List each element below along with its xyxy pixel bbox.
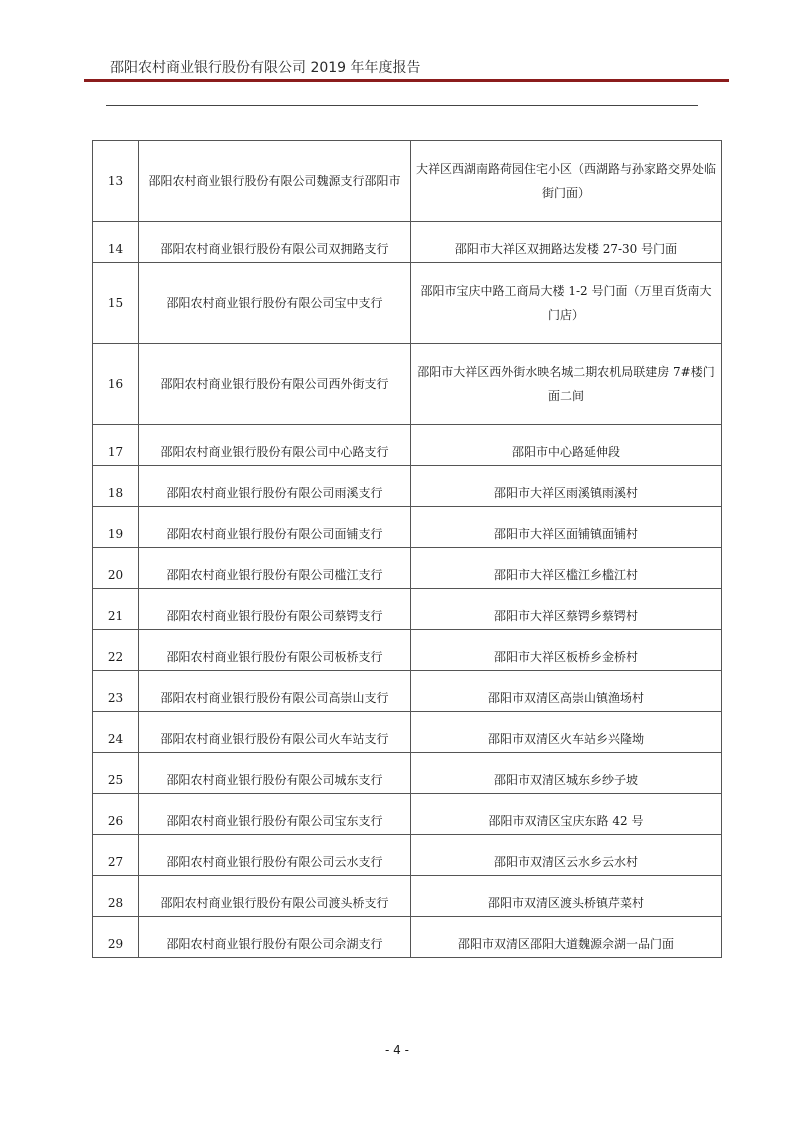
branch-name-cell-text: 邵阳农村商业银行股份有限公司云水支行: [166, 855, 383, 869]
branch-address-cell: [411, 671, 722, 712]
branch-address-cell-text: 邵阳市双清区高崇山镇渔场村: [487, 691, 644, 705]
branch-address-cell-text: 邵阳市大祥区蔡锷乡蔡锷村: [493, 609, 638, 623]
branch-name-cell-text: 邵阳农村商业银行股份有限公司槛江支行: [166, 568, 383, 582]
branch-address-cell-text: 邵阳市大祥区板桥乡金桥村: [493, 650, 638, 664]
branch-name-cell-text: 邵阳农村商业银行股份有限公司蔡锷支行: [166, 609, 383, 623]
table-row: [93, 794, 722, 835]
table-row: [93, 507, 722, 548]
branch-name-cell: [139, 712, 411, 753]
branch-table: [92, 140, 722, 958]
branch-address-cell: [411, 548, 722, 589]
row-number-cell: [93, 507, 139, 548]
table-row: [93, 466, 722, 507]
branch-address-cell-text: 邵阳市中心路延伸段: [511, 445, 620, 459]
branch-address-cell: [411, 835, 722, 876]
branch-address-cell-text: 邵阳市大祥区双拥路达发楼 27-30 号门面: [454, 242, 678, 256]
branch-name-cell: [139, 876, 411, 917]
branch-name-cell-text: 邵阳农村商业银行股份有限公司宝东支行: [166, 814, 383, 828]
branch-name-cell: [139, 671, 411, 712]
row-number-cell: [93, 344, 139, 425]
header-divider-thin: [106, 105, 698, 106]
branch-name-cell: [139, 141, 411, 222]
branch-name-cell-text: 邵阳农村商业银行股份有限公司宝中支行: [166, 296, 383, 310]
branch-address-cell: [411, 753, 722, 794]
branch-address-cell: [411, 917, 722, 958]
table-row: [93, 344, 722, 425]
table-row: [93, 876, 722, 917]
row-number-cell: [93, 835, 139, 876]
row-number-cell-text: 15: [107, 296, 124, 310]
branch-name-cell: [139, 263, 411, 344]
row-number-cell: [93, 548, 139, 589]
branch-address-cell-text: 邵阳市双清区宝庆东路 42 号: [488, 814, 644, 828]
row-number-cell-text: 24: [107, 732, 124, 746]
branch-name-cell: [139, 466, 411, 507]
branch-name-cell: [139, 344, 411, 425]
row-number-cell: [93, 712, 139, 753]
row-number-cell-text: 14: [107, 242, 124, 256]
branch-address-cell-text: 邵阳市双清区云水乡云水村: [493, 855, 638, 869]
branch-address-cell: [411, 630, 722, 671]
row-number-cell: [93, 753, 139, 794]
branch-name-cell: [139, 917, 411, 958]
branch-address-cell: [411, 263, 722, 344]
row-number-cell: [93, 141, 139, 222]
row-number-cell-text: 25: [107, 773, 124, 787]
row-number-cell-text: 21: [107, 609, 124, 623]
table-row: [93, 835, 722, 876]
branch-address-cell: [411, 222, 722, 263]
branch-table-container: [92, 140, 716, 958]
branch-name-cell: [139, 548, 411, 589]
table-row: [93, 589, 722, 630]
branch-name-cell-text: 邵阳农村商业银行股份有限公司城东支行: [166, 773, 383, 787]
branch-address-cell-text: 邵阳市双清区火车站乡兴隆坳: [487, 732, 644, 746]
row-number-cell: [93, 263, 139, 344]
branch-name-cell-text: 邵阳农村商业银行股份有限公司雨溪支行: [166, 486, 383, 500]
table-row: [93, 917, 722, 958]
branch-name-cell: [139, 425, 411, 466]
table-row: [93, 222, 722, 263]
branch-address-cell: [411, 794, 722, 835]
row-number-cell-text: 16: [107, 377, 124, 391]
branch-name-cell: [139, 507, 411, 548]
branch-name-cell-text: 邵阳农村商业银行股份有限公司高崇山支行: [160, 691, 389, 705]
row-number-cell-text: 22: [107, 650, 124, 664]
branch-address-cell-text: 邵阳市双清区邵阳大道魏源佘湖一品门面: [457, 937, 674, 951]
branch-address-cell-text: 邵阳市大祥区西外街水映名城二期农机局联建房 7#楼门面二间: [417, 365, 715, 403]
row-number-cell-text: 13: [107, 174, 124, 188]
row-number-cell-text: 26: [107, 814, 124, 828]
branch-address-cell-text: 大祥区西湖南路荷园住宅小区（西湖路与孙家路交界处临街门面）: [415, 162, 716, 200]
table-row: [93, 630, 722, 671]
row-number-cell-text: 29: [107, 937, 124, 951]
branch-name-cell-text: 邵阳农村商业银行股份有限公司西外街支行: [160, 377, 389, 391]
row-number-cell: [93, 917, 139, 958]
report-header-title: 邵阳农村商业银行股份有限公司 2019 年年度报告: [110, 60, 421, 76]
branch-name-cell-text: 邵阳农村商业银行股份有限公司渡头桥支行: [160, 896, 389, 910]
branch-address-cell: [411, 712, 722, 753]
branch-address-cell: [411, 141, 722, 222]
row-number-cell: [93, 425, 139, 466]
branch-name-cell-text: 邵阳农村商业银行股份有限公司面铺支行: [166, 527, 383, 541]
branch-name-cell: [139, 794, 411, 835]
table-row: [93, 671, 722, 712]
branch-name-cell-text: 邵阳农村商业银行股份有限公司板桥支行: [166, 650, 383, 664]
branch-address-cell-text: 邵阳市双清区渡头桥镇芹菜村: [487, 896, 644, 910]
row-number-cell: [93, 589, 139, 630]
branch-address-cell: [411, 507, 722, 548]
row-number-cell: [93, 671, 139, 712]
branch-address-cell: [411, 425, 722, 466]
page-number: - 4 -: [385, 1043, 409, 1057]
branch-address-cell: [411, 344, 722, 425]
row-number-cell-text: 27: [107, 855, 124, 869]
table-row: [93, 753, 722, 794]
table-row: [93, 548, 722, 589]
branch-name-cell: [139, 630, 411, 671]
table-row: [93, 141, 722, 222]
branch-address-cell-text: 邵阳市大祥区雨溪镇雨溪村: [493, 486, 638, 500]
branch-name-cell: [139, 753, 411, 794]
branch-name-cell-text: 邵阳农村商业银行股份有限公司中心路支行: [160, 445, 389, 459]
table-row: [93, 263, 722, 344]
branch-name-cell: [139, 222, 411, 263]
branch-address-cell: [411, 589, 722, 630]
branch-table-body: [93, 141, 722, 958]
branch-address-cell-text: 邵阳市大祥区槛江乡槛江村: [493, 568, 638, 582]
branch-address-cell: [411, 876, 722, 917]
row-number-cell-text: 28: [107, 896, 124, 910]
row-number-cell: [93, 466, 139, 507]
branch-name-cell: [139, 835, 411, 876]
branch-name-cell-text: 邵阳农村商业银行股份有限公司佘湖支行: [166, 937, 383, 951]
branch-address-cell-text: 邵阳市大祥区面铺镇面铺村: [493, 527, 638, 541]
branch-name-cell-text: 邵阳农村商业银行股份有限公司火车站支行: [160, 732, 389, 746]
row-number-cell: [93, 630, 139, 671]
branch-name-cell: [139, 589, 411, 630]
row-number-cell-text: 17: [107, 445, 124, 459]
branch-name-cell-text: 邵阳农村商业银行股份有限公司魏源支行邵阳市: [148, 174, 401, 188]
row-number-cell: [93, 876, 139, 917]
table-row: [93, 712, 722, 753]
branch-address-cell: [411, 466, 722, 507]
table-row: [93, 425, 722, 466]
row-number-cell-text: 20: [107, 568, 124, 582]
row-number-cell: [93, 794, 139, 835]
row-number-cell-text: 18: [107, 486, 124, 500]
row-number-cell-text: 19: [107, 527, 124, 541]
header-divider-thick: [84, 79, 729, 82]
branch-address-cell-text: 邵阳市双清区城东乡纱子坡: [493, 773, 638, 787]
row-number-cell-text: 23: [107, 691, 124, 705]
branch-name-cell-text: 邵阳农村商业银行股份有限公司双拥路支行: [160, 242, 389, 256]
row-number-cell: [93, 222, 139, 263]
branch-address-cell-text: 邵阳市宝庆中路工商局大楼 1-2 号门面（万里百货南大门店）: [420, 284, 712, 322]
